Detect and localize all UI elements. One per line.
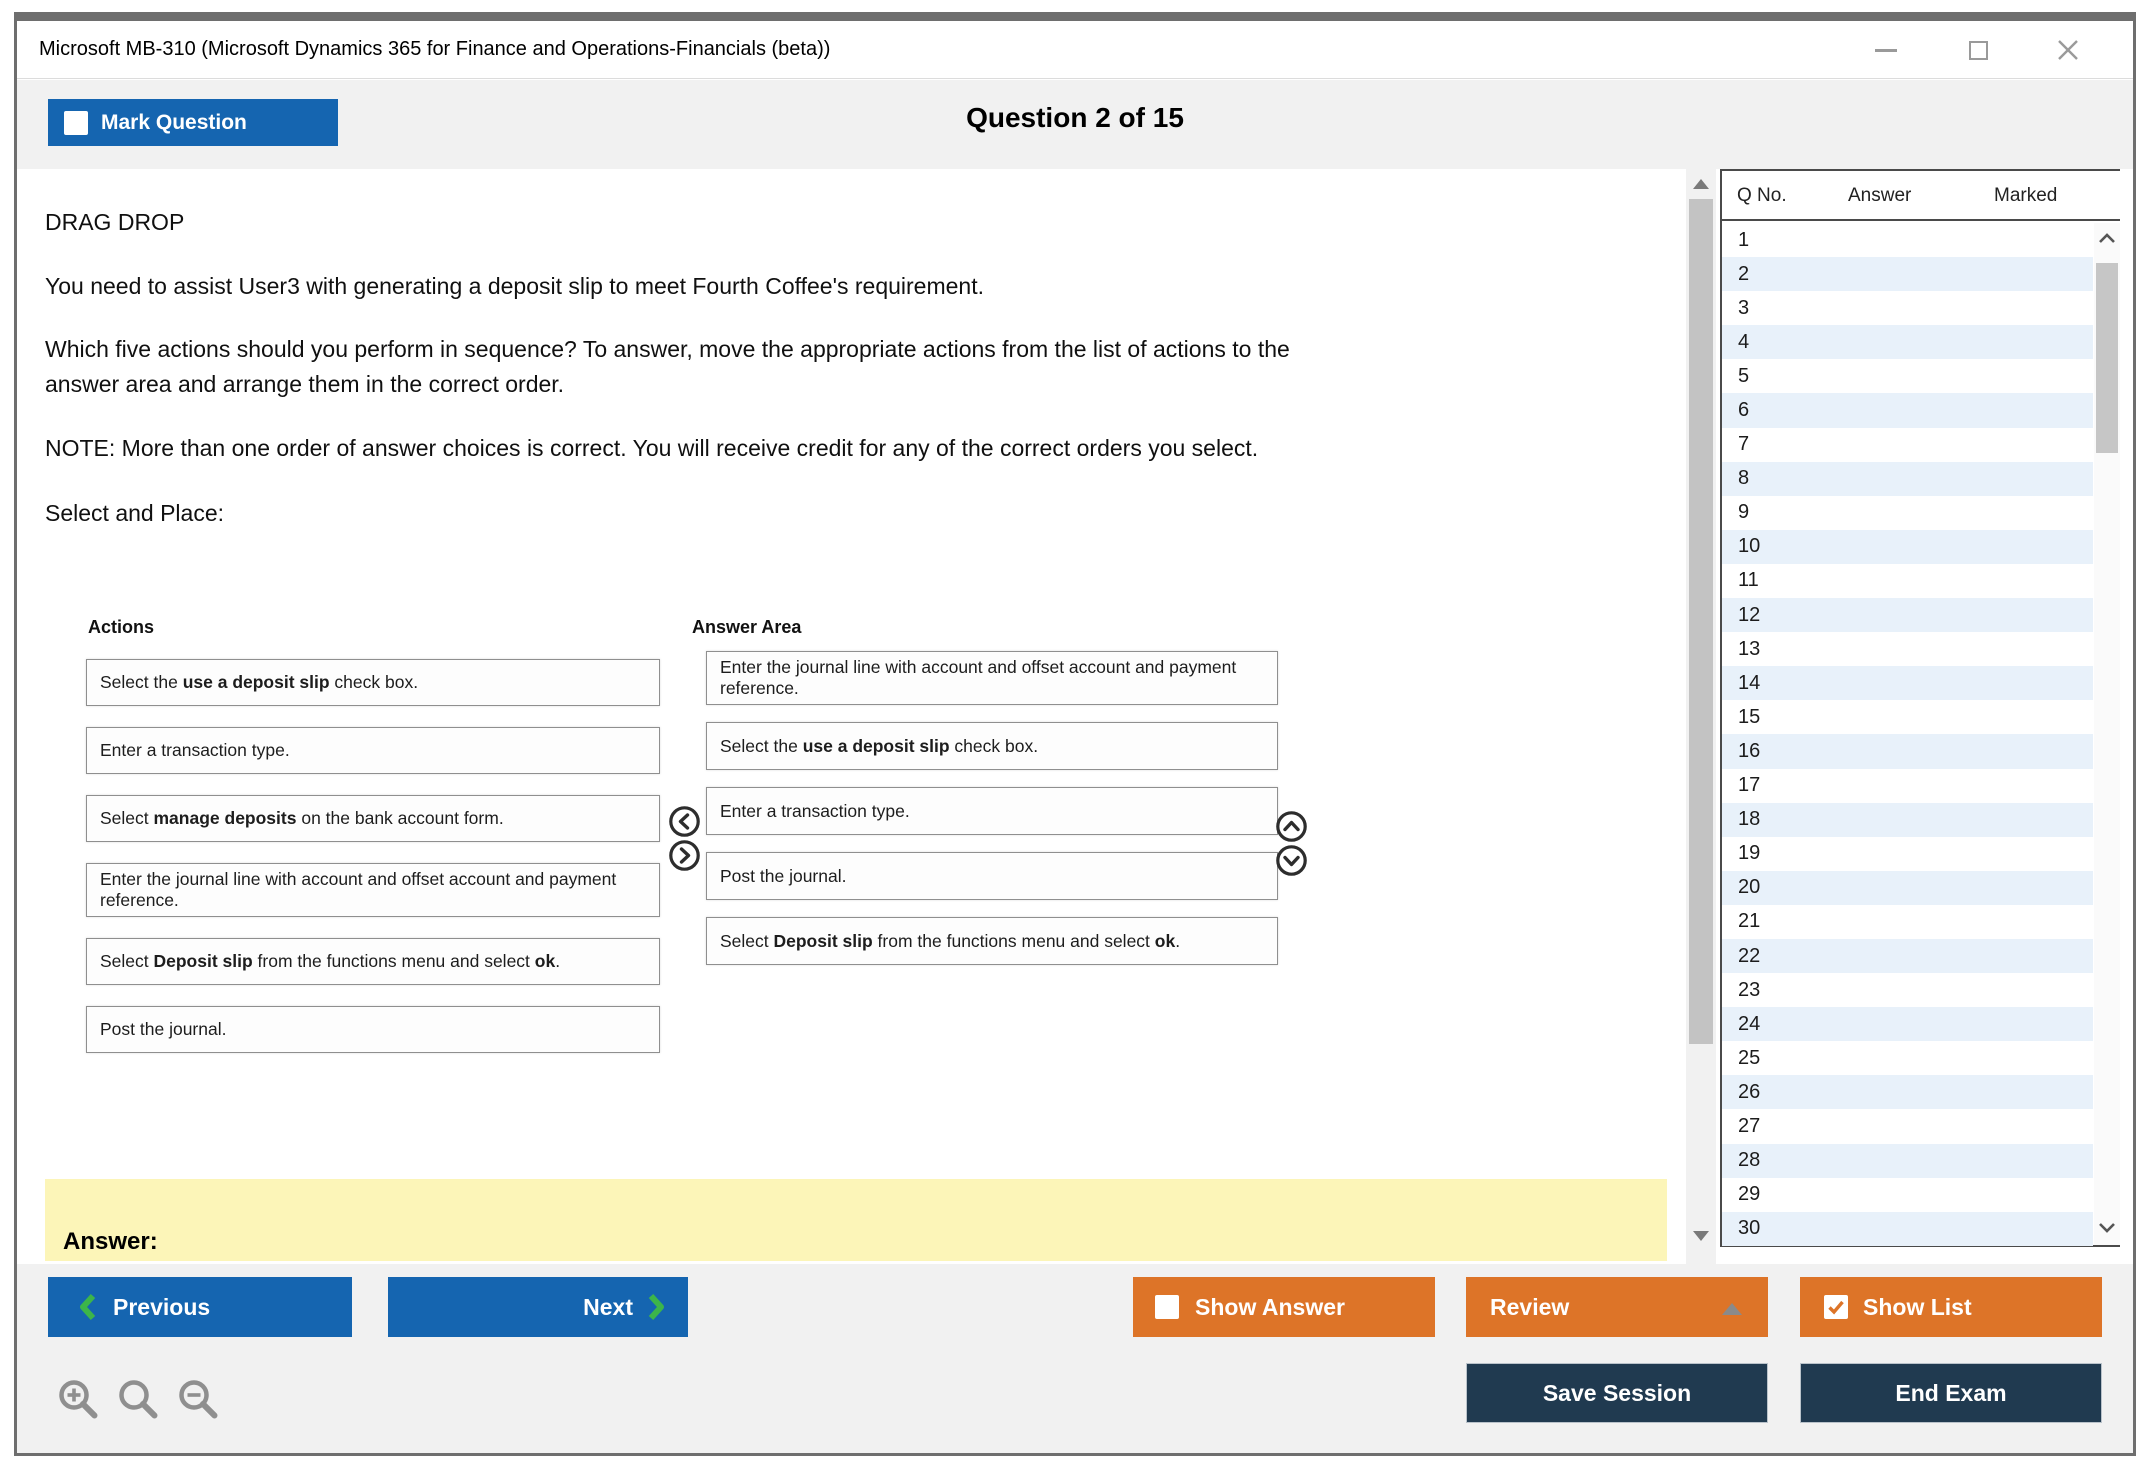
show-answer-button[interactable] [1133,1277,1435,1337]
scroll-down-arrow-icon[interactable] [1693,1231,1709,1241]
answer-area-column-title: Answer Area [692,617,802,637]
zoom-in-icon[interactable] [55,1376,101,1422]
question-list-row[interactable] [1722,939,2093,973]
next-button[interactable] [388,1277,688,1337]
question-paragraph-2 [45,332,1290,402]
question-list-row[interactable] [1722,734,2093,768]
question-number: 26 [1738,1080,1761,1103]
mark-question-label: Mark Question [101,110,247,134]
answer-item[interactable] [706,722,1278,770]
answer-item-text [720,801,910,822]
chevron-right-icon [668,839,701,872]
maximize-button[interactable] [1961,33,1995,67]
action-item[interactable] [86,795,660,842]
text-segment: manage deposits [153,808,297,828]
question-number: 12 [1738,603,1761,626]
question-number: 15 [1738,705,1761,728]
question-list-row[interactable] [1722,462,2093,496]
question-list-row[interactable] [1722,1109,2093,1143]
question-list-row[interactable] [1722,1178,2093,1212]
previous-label: Previous [113,1293,211,1320]
text-segment: on the bank account form. [296,808,504,828]
question-list-header [1722,171,2120,221]
question-number: 30 [1738,1217,1761,1240]
next-chevron-icon [647,1292,666,1322]
sidebar-scroll-down-icon[interactable] [2096,1219,2118,1235]
action-item[interactable] [86,727,660,774]
question-list-sidebar [1720,169,2120,1247]
zoom-reset-icon[interactable] [115,1376,161,1422]
close-icon [2055,37,2081,63]
question-number: 28 [1738,1149,1761,1172]
text-segment: Select the [720,735,803,756]
question-number: 29 [1738,1183,1761,1206]
question-number: 24 [1738,1012,1761,1035]
question-list-row[interactable] [1722,700,2093,734]
question-list-row[interactable] [1722,871,2093,905]
text-segment: Select [100,808,154,828]
save-session-label: Save Session [1542,1379,1692,1406]
question-number: 11 [1738,569,1759,592]
text-segment: . [1175,930,1181,951]
text-segment: Deposit slip [153,951,253,971]
question-list-row[interactable] [1722,803,2093,837]
text-segment: use a deposit slip [182,672,330,692]
text-segment: . [555,951,561,971]
review-caret-up-icon [1722,1303,1742,1315]
question-number: 21 [1738,910,1761,933]
text-segment: Post the journal. [100,1019,227,1039]
chevron-up-icon [1275,810,1308,843]
question-list-row[interactable] [1722,428,2093,462]
question-paragraph-2-line-2: answer area and arrange them in the correct order. [45,371,565,397]
text-segment: Post the journal. [720,865,847,886]
text-segment: Enter a transaction type. [100,740,290,760]
move-up-button[interactable] [1275,810,1308,843]
question-number: 27 [1738,1114,1761,1137]
question-number: 23 [1738,978,1761,1001]
move-left-button[interactable] [668,805,701,838]
action-item-text [100,869,646,911]
question-list-rows [1722,223,2093,1246]
question-number: 19 [1738,842,1761,865]
answer-item-text [720,736,1038,757]
text-segment: from the functions menu and select [252,951,535,971]
action-item-text [100,672,418,693]
next-label: Next [583,1293,633,1320]
question-note: NOTE: More than one order of answer choices is correct. You will receive credit for any of the correct orders you select. [45,435,1259,461]
action-item[interactable] [86,659,660,706]
question-list-row[interactable] [1722,1007,2093,1041]
zoom-toolbar [55,1376,221,1422]
question-number: 18 [1738,808,1761,831]
question-list-row[interactable] [1722,530,2093,564]
question-list-row[interactable] [1722,393,2093,427]
question-list-row[interactable] [1722,1212,2093,1246]
question-type-label: DRAG DROP [45,209,185,235]
question-counter: Question 2 of 15 [966,102,1184,133]
show-list-button[interactable] [1800,1277,2102,1337]
review-button[interactable] [1466,1277,1768,1337]
answer-item[interactable] [706,852,1278,900]
scroll-up-arrow-icon[interactable] [1693,179,1709,189]
answer-area-list [706,651,1278,982]
column-header-marked: Marked [1994,185,2058,206]
question-number: 7 [1738,433,1750,456]
exam-window [14,12,2136,1456]
question-number: 6 [1738,399,1750,422]
answer-item[interactable] [706,651,1278,705]
select-and-place-label: Select and Place: [45,500,225,526]
main-scrollbar-thumb[interactable] [1689,199,1713,1044]
question-number: 17 [1738,774,1761,797]
sidebar-scrollbar[interactable] [2094,223,2120,1245]
question-number: 14 [1738,671,1761,694]
actions-list [86,659,660,1074]
action-item-text [100,1019,226,1040]
actions-column-title: Actions [88,617,155,637]
answer-item-text [720,931,1180,952]
text-segment: Select [720,930,774,951]
question-list-row[interactable] [1722,291,2093,325]
text-segment: check box. [329,672,419,692]
question-list-row[interactable] [1722,598,2093,632]
text-segment: check box. [949,735,1039,756]
text-segment: Enter a transaction type. [720,800,910,821]
action-item-text [100,951,560,972]
text-segment: use a deposit slip [802,735,950,756]
previous-button[interactable] [48,1277,352,1337]
show-list-label: Show List [1863,1293,1972,1320]
question-number: 10 [1738,535,1761,558]
question-number: 22 [1738,944,1761,967]
question-list-row[interactable] [1722,496,2093,530]
minimize-icon [1875,49,1897,52]
move-down-button[interactable] [1275,844,1308,877]
answer-label: Answer: [63,1228,158,1255]
action-item[interactable] [86,863,660,917]
text-segment: ok [1154,930,1176,951]
question-list-row[interactable] [1722,564,2093,598]
text-segment: Select the [100,672,183,692]
maximize-icon [1969,41,1988,60]
question-number: 9 [1738,501,1750,524]
question-number: 16 [1738,739,1761,762]
text-segment: Enter the journal line with account and offset account and payment reference. [100,869,617,910]
question-list-row[interactable] [1722,1144,2093,1178]
answer-highlight-strip [45,1179,1667,1261]
review-label: Review [1490,1293,1570,1320]
answer-item[interactable] [706,917,1278,965]
question-list-row[interactable] [1722,257,2093,291]
column-header-qno: Q No. [1737,185,1787,206]
text-segment: Deposit slip [773,930,873,951]
title-bar [17,21,2133,79]
question-list-row[interactable] [1722,769,2093,803]
show-answer-checkbox-icon [1155,1295,1179,1319]
text-segment: Enter the journal line with account and offset account and payment reference. [720,657,1237,698]
answer-item[interactable] [706,787,1278,835]
column-header-answer: Answer [1848,185,1912,206]
question-list-row[interactable] [1722,666,2093,700]
window-title: Microsoft MB-310 (Microsoft Dynamics 365 for Finance and Operations-Financials (beta)) [39,38,831,60]
action-item-text [100,808,504,829]
question-list-row[interactable] [1722,1075,2093,1109]
text-segment: Select [100,951,154,971]
end-exam-label: End Exam [1895,1379,2007,1406]
sidebar-scroll-up-icon[interactable] [2096,231,2118,247]
answer-item-text [720,657,1264,699]
show-answer-label: Show Answer [1195,1293,1345,1320]
zoom-out-icon[interactable] [175,1376,221,1422]
previous-chevron-icon [78,1292,97,1322]
question-list-row[interactable] [1722,632,2093,666]
question-number: 8 [1738,467,1750,490]
show-list-checkbox-icon [1824,1295,1848,1319]
question-number: 4 [1738,330,1750,353]
question-paragraph-1: You need to assist User3 with generating a deposit slip to meet Fourth Coffee's requirement. [45,273,984,299]
question-list-row[interactable] [1722,223,2093,257]
check-icon [1826,1297,1846,1317]
question-number: 2 [1738,262,1750,285]
action-item-text [100,740,290,761]
question-list-row[interactable] [1722,973,2093,1007]
question-list-row[interactable] [1722,905,2093,939]
question-number: 5 [1738,364,1750,387]
question-list-row[interactable] [1722,837,2093,871]
end-exam-button[interactable] [1800,1363,2102,1423]
action-item[interactable] [86,1006,660,1053]
save-session-button[interactable] [1466,1363,1768,1423]
footer-bar [17,1264,2133,1453]
question-paragraph-2-line-1: Which five actions should you perform in sequence? To answer, move the appropriate actions from the list of actions to the [45,336,1290,362]
chevron-down-icon [1275,844,1308,877]
text-segment: from the functions menu and select [872,930,1155,951]
move-right-button[interactable] [668,839,701,872]
answer-item-text [720,866,846,887]
main-scrollbar[interactable] [1686,169,1716,1264]
sidebar-scrollbar-thumb[interactable] [2096,263,2118,453]
minimize-button[interactable] [1869,33,1903,67]
action-item[interactable] [86,938,660,985]
chevron-left-icon [668,805,701,838]
header-strip [17,80,2133,169]
question-list-row[interactable] [1722,359,2093,393]
question-number: 25 [1738,1046,1761,1069]
question-list-row[interactable] [1722,325,2093,359]
text-segment: ok [534,951,556,971]
question-number: 20 [1738,876,1761,899]
close-button[interactable] [2051,33,2085,67]
question-number: 3 [1738,296,1750,319]
question-number: 13 [1738,637,1761,660]
question-list-row[interactable] [1722,1041,2093,1075]
question-number: 1 [1738,228,1750,251]
question-panel [17,169,1685,1264]
